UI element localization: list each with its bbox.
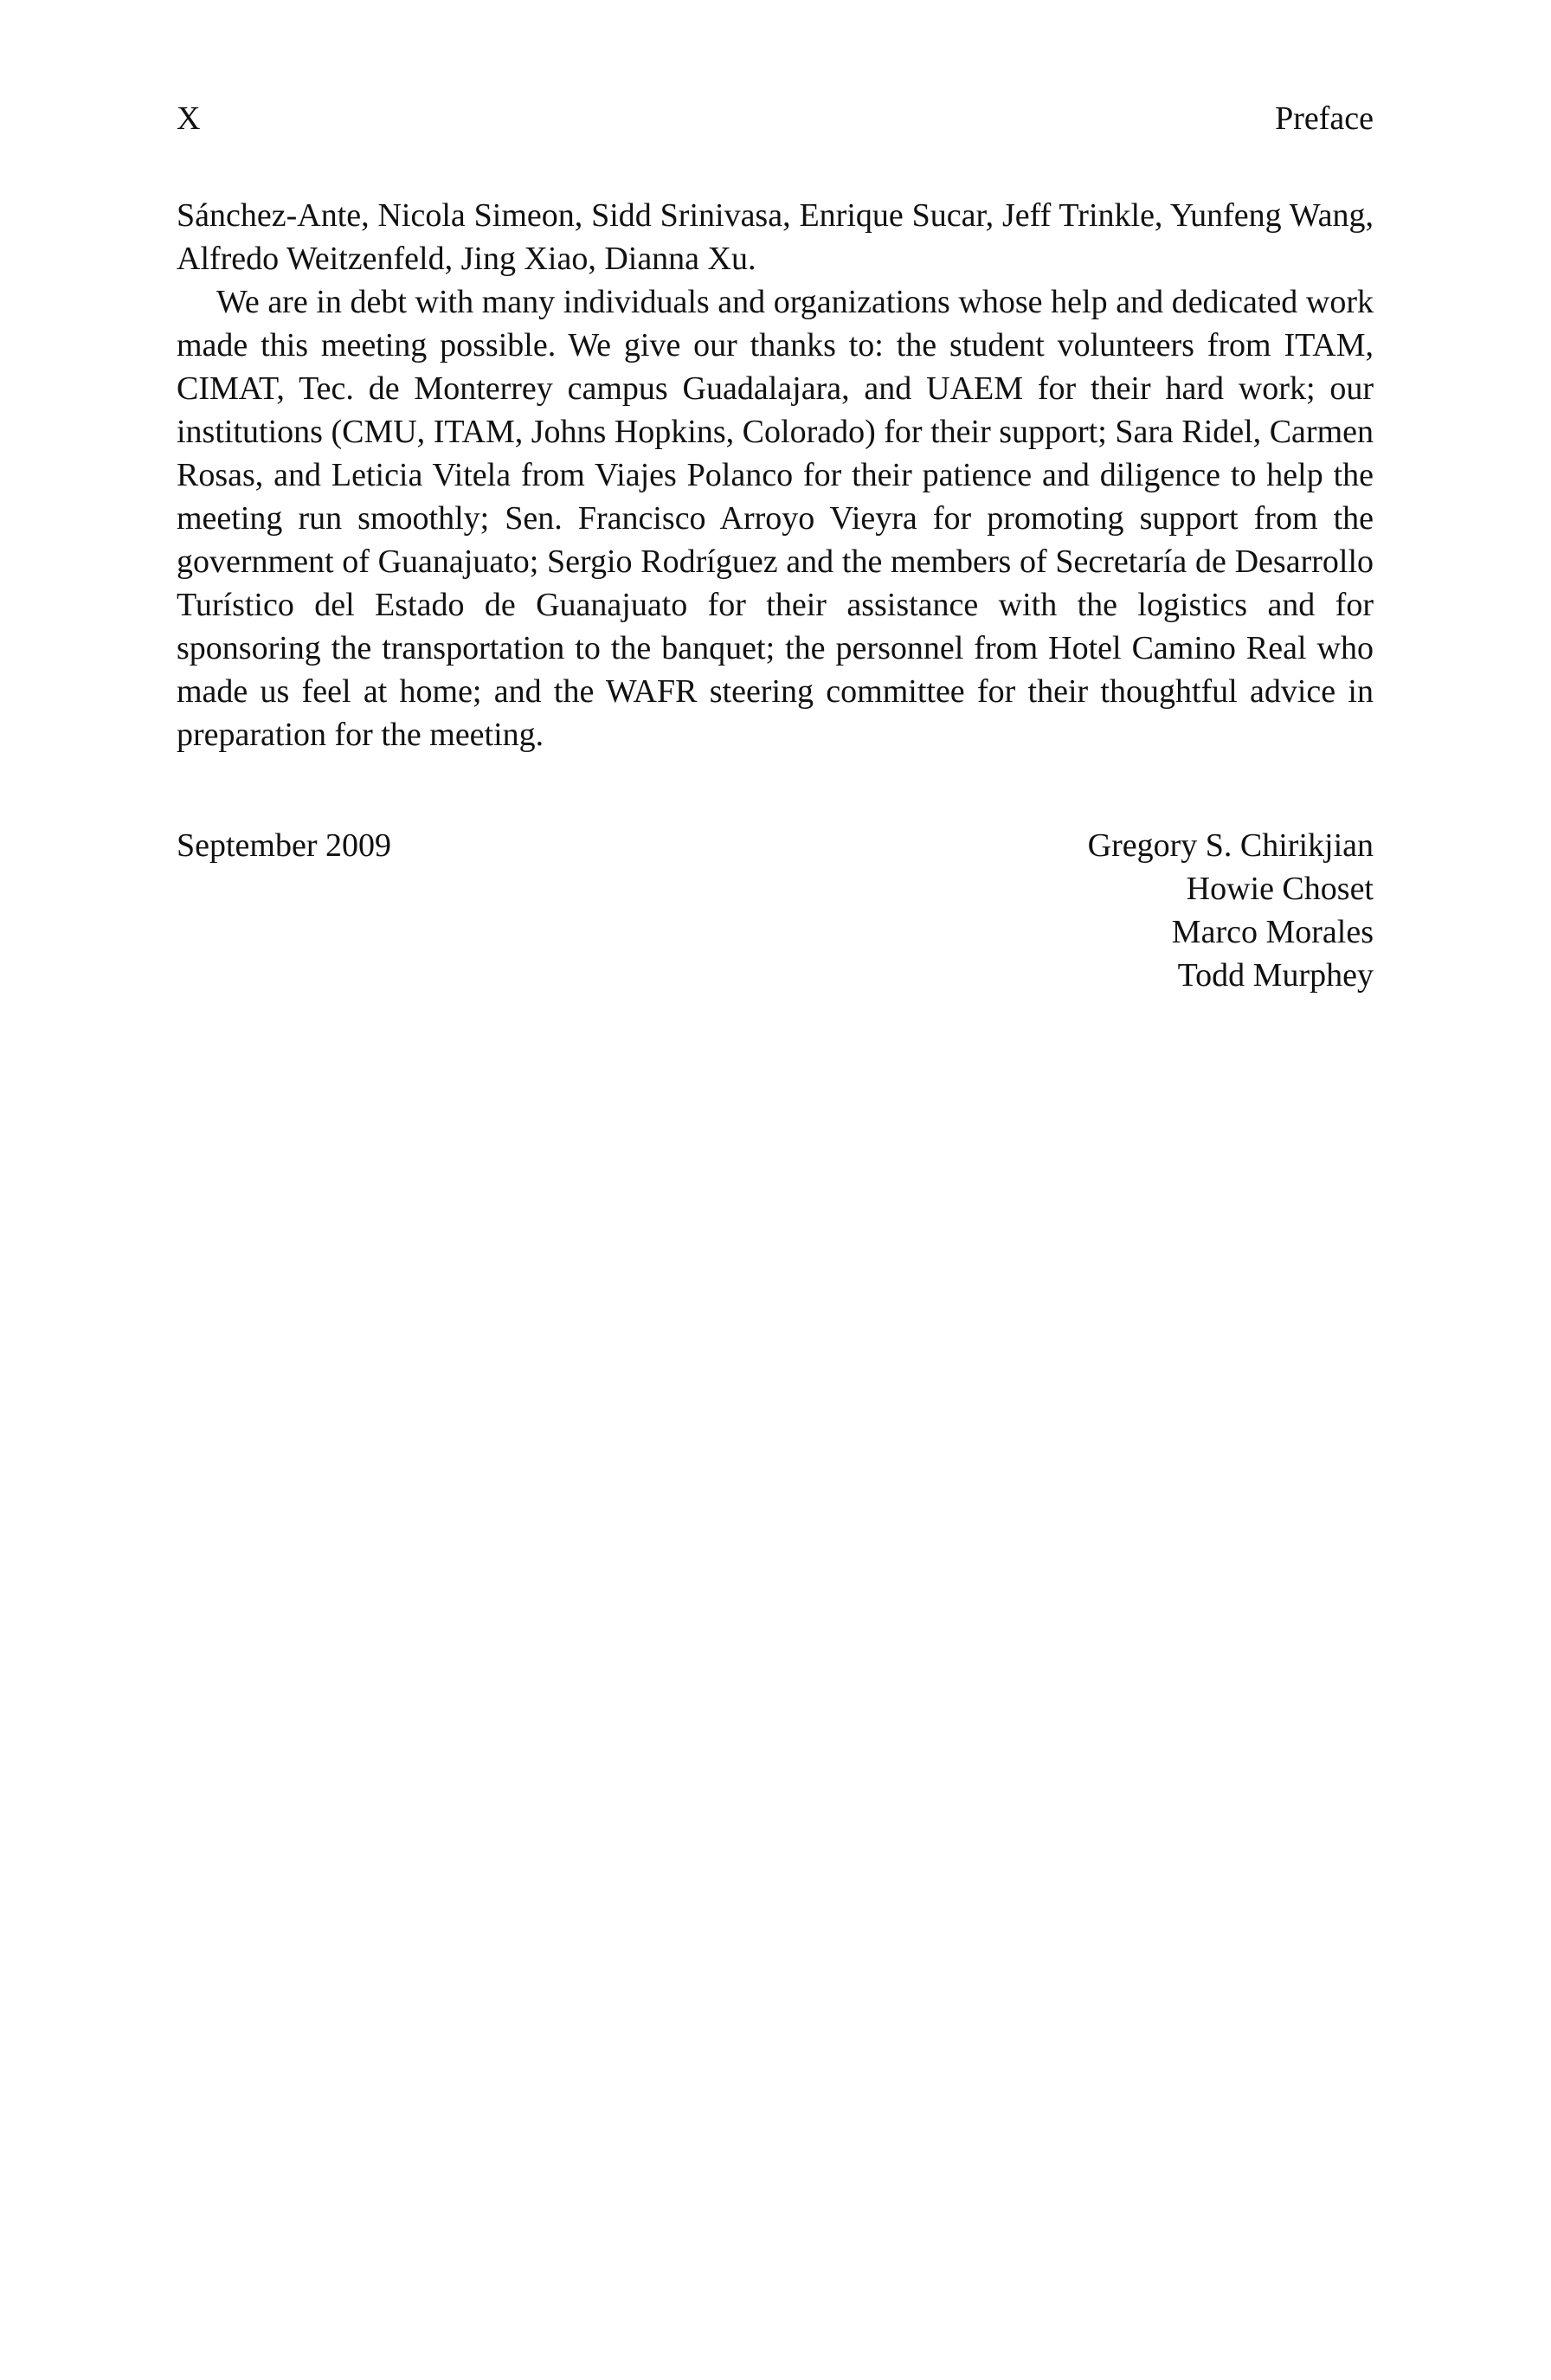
editor-name: Todd Murphey [1177, 957, 1374, 994]
page-number: X [177, 100, 201, 137]
editor-name: Gregory S. Chirikjian [1087, 827, 1374, 864]
running-head [177, 97, 1374, 140]
preface-body [177, 194, 1374, 756]
paragraph-continued: Sánchez-Ante, Nicola Simeon, Sidd Srinivasa, Enrique Sucar, Jeff Trinkle, Yunfeng Wang, Alfredo Weitzenfeld, Jing Xiao, Dianna Xu. [177, 197, 1374, 277]
running-title: Preface [1275, 100, 1374, 137]
editor-name: Marco Morales [1171, 914, 1374, 950]
editor-list [1088, 824, 1374, 997]
preface-date: September 2009 [177, 827, 392, 864]
editor-name: Howie Choset [1186, 871, 1374, 907]
paragraph-acknowledgments: We are in debt with many individuals and organizations whose help and dedicated work made this meeting possible. We give our thanks to: the student volunteers from ITAM, CIMAT, Tec. de Monterrey campus Guadalajara, and UAEM for their hard work; our institutions (CMU, ITAM, Johns Hopkins, Colorado) for their support; Sara Ridel, Carmen Rosas, and Leticia Vitela from Viajes Polanco for their patience and diligence to help the meeting run smoothly; Sen. Francisco Arroyo Vieyra for promoting support from the government of Guanajuato; Sergio Rodríguez and the members of Secretaría de Desarrollo Turístico del Estado de Guanajuato for their assistance with the logistics and for sponsoring the transportation to the banquet; the personnel from Hotel Camino Real who made us feel at home; and the WAFR steering committee for their thoughtful advice in preparation for the meeting. [177, 284, 1374, 753]
